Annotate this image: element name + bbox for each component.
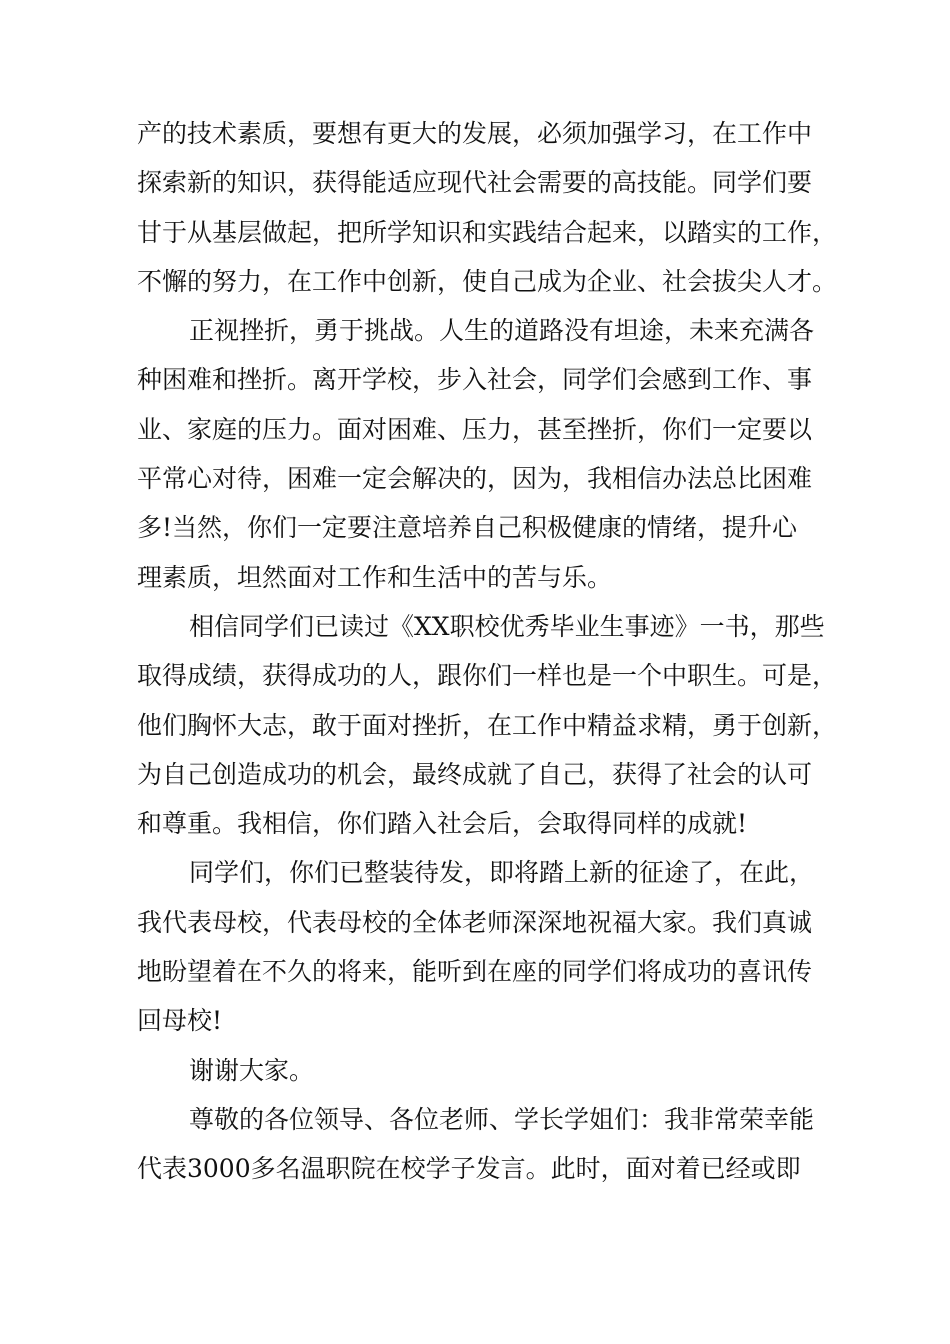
text-line: 代表3000多名温职院在校学子发言。此时，面对着已经或即 — [137, 1154, 801, 1184]
paragraph-start-line: 尊敬的各位领导、各位老师、学长学姐们：我非常荣幸能 — [189, 1104, 815, 1134]
text-line: 回母校! — [137, 1006, 223, 1036]
text-line: 理素质，坦然面对工作和生活中的苦与乐。 — [137, 562, 613, 592]
paragraph-start-line: 相信同学们已读过《XX职校优秀毕业生事迹》一书，那些 — [189, 611, 825, 641]
text-line: 取得成绩，获得成功的人，跟你们一样也是一个中职生。可是， — [137, 661, 838, 691]
text-line: 种困难和挫折。离开学校，步入社会，同学们会感到工作、事 — [137, 365, 813, 395]
text-line: 地盼望着在不久的将来，能听到在座的同学们将成功的喜讯传 — [137, 957, 813, 987]
document-body — [137, 109, 857, 1194]
text-line: 探索新的知识，获得能适应现代社会需要的高技能。同学们要 — [137, 168, 813, 198]
text-line: 为自己创造成功的机会，最终成就了自己，获得了社会的认可 — [137, 759, 813, 789]
paragraph-start-line: 同学们，你们已整装待发，即将踏上新的征途了，在此， — [189, 858, 815, 888]
text-line: 业、家庭的压力。面对困难、压力，甚至挫折，你们一定要以 — [137, 414, 813, 444]
text-line: 甘于从基层做起，把所学知识和实践结合起来，以踏实的工作， — [137, 217, 838, 247]
text-line: 和尊重。我相信，你们踏入社会后，会取得同样的成就! — [137, 809, 748, 839]
text-line: 他们胸怀大志，敢于面对挫折，在工作中精益求精，勇于创新， — [137, 710, 838, 740]
text-line: 我代表母校，代表母校的全体老师深深地祝福大家。我们真诚 — [137, 907, 813, 937]
text-line: 不懈的努力，在工作中创新，使自己成为企业、社会拔尖人才。 — [137, 266, 838, 296]
text-line: 多!当然，你们一定要注意培养自己积极健康的情绪，提升心 — [137, 513, 798, 543]
paragraph-start-line: 谢谢大家。 — [189, 1055, 315, 1085]
paragraph-start-line: 正视挫折，勇于挑战。人生的道路没有坦途，未来充满各 — [189, 316, 815, 346]
text-line: 平常心对待，困难一定会解决的，因为，我相信办法总比困难 — [137, 464, 813, 494]
text-line: 产的技术素质，要想有更大的发展，必须加强学习，在工作中 — [137, 119, 813, 148]
